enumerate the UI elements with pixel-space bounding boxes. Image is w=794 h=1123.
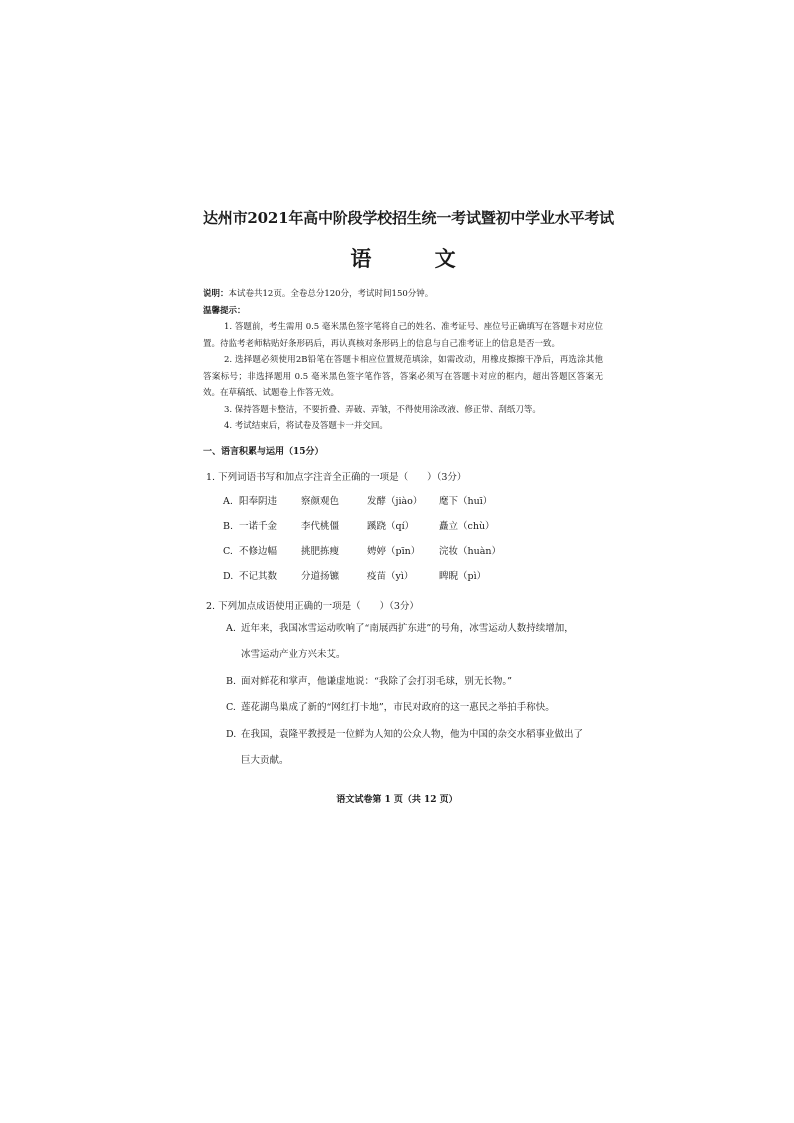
tip-item: 3. 保持答题卡整洁，不要折叠、弄破、弄皱，不得使用涂改液、修正带、刮纸刀等。 <box>224 404 541 415</box>
option-term: 察颜观色 <box>301 496 340 507</box>
question-1 <box>203 469 603 590</box>
option-term: 一诺千金 <box>239 521 278 532</box>
option-text <box>241 616 603 669</box>
tip-item: 1. 答题前，考生需用 0.5 毫米黑色签字笔将自己的姓名、准考证号、座位号正确填写在答题卡对应位置。待监考老师粘贴好条形码后，再认真核对条形码上的信息与自己准考证上的信息是否一致。 <box>203 322 603 349</box>
section-heading: 一、语言积累与运用（15分） <box>203 446 324 457</box>
option-term: 疫苗（yì） <box>367 571 414 582</box>
tips-label: 温馨提示： <box>203 305 246 316</box>
option-letter: B. <box>226 675 237 687</box>
option-row <box>206 490 603 515</box>
option-term: 不记其数 <box>239 571 278 582</box>
option-term: 挑肥拣瘦 <box>301 546 340 557</box>
option-term: 阳奉阴违 <box>239 496 278 507</box>
option-letter: C. <box>223 546 233 557</box>
option-letter: D. <box>223 571 234 582</box>
option-line: 面对鲜花和掌声，他谦虚地说：“我除了会打羽毛球，别无长物。” <box>241 675 512 687</box>
exam-content <box>203 205 614 775</box>
intro-label: 说明： <box>203 289 229 299</box>
exam-title: 达州市2021年高中阶段学校招生统一考试暨初中学业水平考试 <box>203 209 614 227</box>
option-term: 分道扬镳 <box>301 571 340 582</box>
option-line: 近年来，我国冰雪运动吹响了“南展西扩东进”的号角，冰雪运动人数持续增加， <box>241 622 574 634</box>
option-line: 冰雪运动产业方兴未艾。 <box>241 649 346 660</box>
intro-line <box>203 286 603 303</box>
tip-item: 2. 选择题必须使用2B铅笔在答题卡相应位置规范填涂，如需改动，用橡皮擦擦干净后，再选涂其他答案标号；非选择题用 0.5 毫米黑色签字笔作答，答案必须写在答题卡对应的框内，超出答题区答案无效。在草稿纸、试题卷上作答无效。 <box>203 355 603 398</box>
option-term: 浣妆（huàn） <box>439 546 502 557</box>
question-stem: 2. 下列加点成语使用正确的一项是（ ）（3分） <box>206 600 419 612</box>
option-letter: C. <box>226 702 236 713</box>
option-term: 蹊跷（qí） <box>367 521 415 532</box>
option-letter: A. <box>223 496 233 507</box>
option-line: 巨大贡献。 <box>241 755 289 766</box>
option-item <box>206 722 603 775</box>
exam-notes <box>203 286 603 435</box>
option-term: 矗立（chù） <box>439 521 495 532</box>
option-row <box>206 515 603 540</box>
question-stem: 1. 下列词语书写和加点字注音全正确的一项是（ ）（3分） <box>206 471 467 483</box>
option-text <box>241 669 603 696</box>
option-row <box>206 540 603 565</box>
tip-item: 4. 考试结束后，将试卷及答题卡一并交回。 <box>224 421 388 431</box>
intro-text: 本试卷共12页。全卷总分120分，考试时间150分钟。 <box>228 289 434 299</box>
option-term: 麾下（huī） <box>439 496 493 507</box>
option-term: 李代桃僵 <box>301 521 340 532</box>
option-letter: A. <box>226 622 236 634</box>
subject-title: 语 文 <box>350 246 484 271</box>
option-text <box>241 722 603 775</box>
option-term: 睥睨（pì） <box>439 571 487 582</box>
option-line: 在我国，袁隆平教授是一位鲜为人知的公众人物，他为中国的杂交水稻事业做出了 <box>241 728 584 740</box>
option-text <box>241 695 603 722</box>
option-item <box>206 669 603 696</box>
option-row <box>206 565 603 590</box>
option-letter: B. <box>223 521 234 532</box>
option-term: 娉婷（pīn） <box>367 546 421 557</box>
option-term: 发酵（jiào） <box>367 496 423 507</box>
option-line: 莲花湖鸟巢成了新的“网红打卡地”，市民对政府的这一惠民之举拍手称快。 <box>241 702 555 713</box>
question-2 <box>203 598 603 775</box>
page-footer: 语文试卷第 1 页（共 12 页） <box>336 795 458 805</box>
option-letter: D. <box>226 728 237 740</box>
option-item <box>206 695 603 722</box>
option-item <box>206 616 603 669</box>
option-term: 不修边幅 <box>239 546 278 557</box>
